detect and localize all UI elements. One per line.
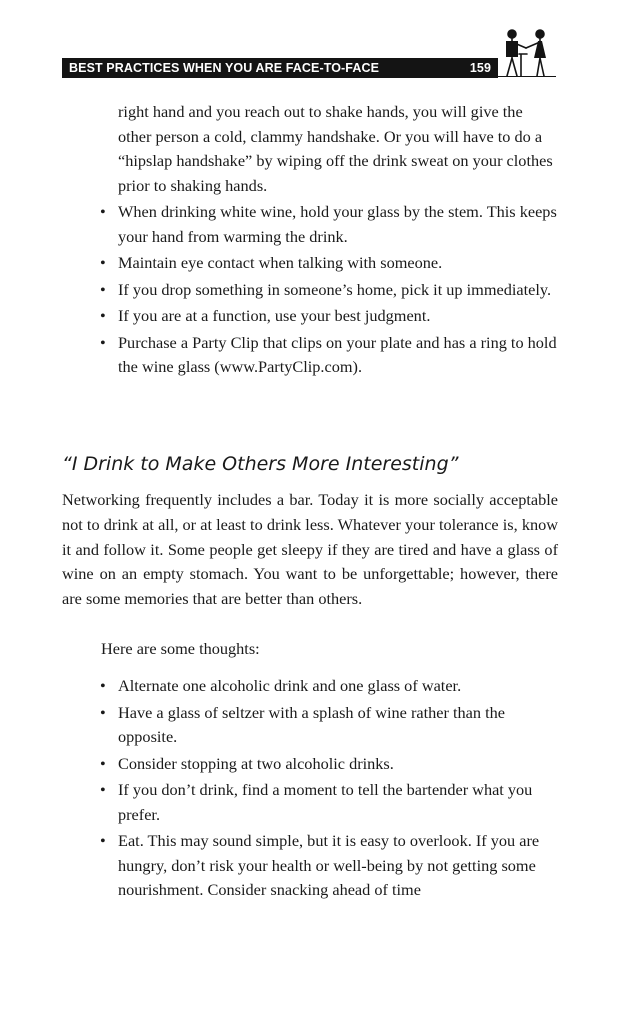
continuation-text: right hand and you reach out to shake hands, you will give the other person a cold, clammy handshake. Or you will have to do a “hipslap handshake” by wiping off the drink sweat on your clothes prior to shaking hands. — [118, 102, 553, 195]
handshake-people-icon — [497, 28, 557, 78]
bullet-list-1 — [100, 200, 560, 382]
body-paragraph: Networking frequently includes a bar. Today it is more socially acceptable not to drink at all, or at least to drink less. Whatever your tolerance is, know it and follow it. Some people get sleepy if they are tired and have a glass of wine on an empty stomach. You want to be unforgettable; however, there are some memories that are better than others. — [62, 490, 558, 609]
bullet-list-2 — [100, 674, 560, 905]
list-item: • Eat. This may sound simple, but it is easy to overlook. If you are hungry, don’t risk your health or well-being by not getting some nourishment. Consider snacking ahead of time — [100, 829, 560, 903]
header-title: BEST PRACTICES WHEN YOU ARE FACE-TO-FACE — [69, 61, 380, 75]
intro-line: Here are some thoughts: — [101, 639, 260, 658]
running-header — [62, 58, 498, 78]
list-item: • If you are at a function, use your best judgment. — [100, 304, 560, 329]
list-item: • Purchase a Party Clip that clips on your plate and has a ring to hold the wine glass (www.PartyClip.com). — [100, 331, 560, 380]
list-item: • Have a glass of seltzer with a splash of wine rather than the opposite. — [100, 701, 560, 750]
list-item: • Maintain eye contact when talking with someone. — [100, 251, 560, 276]
page-number: 159 — [469, 61, 491, 75]
list-item: • Consider stopping at two alcoholic drinks. — [100, 752, 560, 777]
list-item: • If you don’t drink, find a moment to tell the bartender what you prefer. — [100, 778, 560, 827]
list-item: • If you drop something in someone’s home, pick it up immediately. — [100, 278, 560, 303]
list-item: • When drinking white wine, hold your glass by the stem. This keeps your hand from warming the drink. — [100, 200, 560, 249]
section-heading: “I Drink to Make Others More Interesting” — [62, 453, 459, 475]
list-item: • Alternate one alcoholic drink and one glass of water. — [100, 674, 560, 699]
